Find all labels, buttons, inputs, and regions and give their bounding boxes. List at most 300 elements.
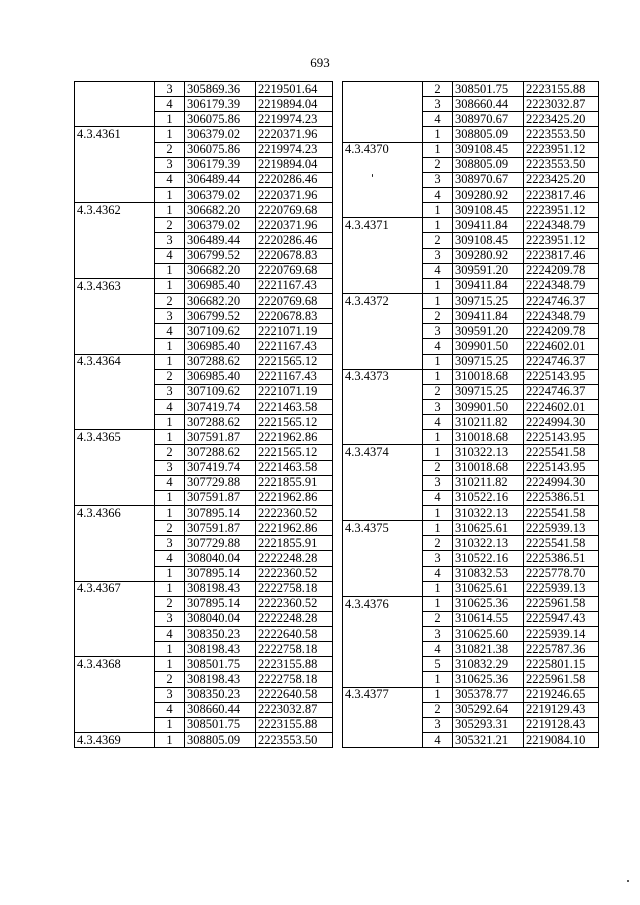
- point-number-cell: 1: [423, 203, 453, 218]
- y-coordinate-cell: 2222360.52: [256, 505, 333, 520]
- scan-speck: [372, 174, 373, 177]
- y-coordinate-cell: 2225939.13: [524, 521, 599, 536]
- parcel-id-cell: [75, 551, 155, 566]
- point-number-cell: 2: [155, 445, 185, 460]
- parcel-id-cell: [343, 324, 423, 339]
- point-number-cell: 1: [155, 339, 185, 354]
- parcel-id-cell: [75, 687, 155, 702]
- y-coordinate-cell: 2224746.37: [524, 293, 599, 308]
- point-number-cell: 3: [423, 248, 453, 263]
- parcel-id-cell: [343, 97, 423, 112]
- table-row: [75, 172, 333, 187]
- x-coordinate-cell: 308040.04: [185, 611, 256, 626]
- parcel-id-cell: [75, 717, 155, 732]
- table-row: [343, 581, 599, 596]
- table-row: [75, 293, 333, 308]
- x-coordinate-cell: 306075.86: [185, 142, 256, 157]
- point-number-cell: 4: [423, 263, 453, 278]
- parcel-id-cell: [75, 142, 155, 157]
- x-coordinate-cell: 305293.31: [453, 717, 524, 732]
- x-coordinate-cell: 310832.53: [453, 566, 524, 581]
- table-row: [75, 505, 333, 520]
- parcel-id-cell: 4.3.4368: [75, 657, 155, 672]
- parcel-id-cell: 4.3.4375: [343, 521, 423, 536]
- x-coordinate-cell: 307419.74: [185, 460, 256, 475]
- point-number-cell: 2: [155, 596, 185, 611]
- parcel-id-cell: [75, 642, 155, 657]
- point-number-cell: 1: [423, 505, 453, 520]
- point-number-cell: 4: [423, 642, 453, 657]
- point-number-cell: 3: [423, 627, 453, 642]
- point-number-cell: 3: [155, 309, 185, 324]
- parcel-id-cell: [75, 460, 155, 475]
- table-row: [75, 127, 333, 142]
- parcel-id-cell: 4.3.4374: [343, 445, 423, 460]
- table-row: [75, 203, 333, 218]
- table-row: [75, 142, 333, 157]
- point-number-cell: 3: [423, 97, 453, 112]
- parcel-id-cell: [75, 82, 155, 97]
- y-coordinate-cell: 2220371.96: [256, 218, 333, 233]
- y-coordinate-cell: 2225541.58: [524, 505, 599, 520]
- y-coordinate-cell: 2222758.18: [256, 642, 333, 657]
- y-coordinate-cell: 2221565.12: [256, 445, 333, 460]
- x-coordinate-cell: 309715.25: [453, 293, 524, 308]
- y-coordinate-cell: 2225143.95: [524, 369, 599, 384]
- y-coordinate-cell: 2221565.12: [256, 415, 333, 430]
- table-row: [75, 399, 333, 414]
- y-coordinate-cell: 2219501.64: [256, 82, 333, 97]
- table-row: [343, 460, 599, 475]
- table-row: [75, 157, 333, 172]
- y-coordinate-cell: 2221855.91: [256, 475, 333, 490]
- point-number-cell: 1: [155, 127, 185, 142]
- x-coordinate-cell: 310625.36: [453, 672, 524, 687]
- x-coordinate-cell: 308350.23: [185, 627, 256, 642]
- parcel-id-cell: [343, 309, 423, 324]
- x-coordinate-cell: 310625.36: [453, 596, 524, 611]
- x-coordinate-cell: 310211.82: [453, 415, 524, 430]
- x-coordinate-cell: 308970.67: [453, 112, 524, 127]
- y-coordinate-cell: 2219894.04: [256, 97, 333, 112]
- point-number-cell: 3: [155, 157, 185, 172]
- table-row: [343, 672, 599, 687]
- y-coordinate-cell: 2225386.51: [524, 551, 599, 566]
- point-number-cell: 1: [155, 657, 185, 672]
- parcel-id-cell: [343, 430, 423, 445]
- y-coordinate-cell: 2223155.88: [524, 82, 599, 97]
- y-coordinate-cell: 2221167.43: [256, 339, 333, 354]
- point-number-cell: 5: [423, 657, 453, 672]
- y-coordinate-cell: 2220769.68: [256, 293, 333, 308]
- x-coordinate-cell: 306489.44: [185, 233, 256, 248]
- point-number-cell: 3: [155, 536, 185, 551]
- x-coordinate-cell: 310522.16: [453, 490, 524, 505]
- x-coordinate-cell: 310625.61: [453, 521, 524, 536]
- point-number-cell: 4: [155, 172, 185, 187]
- table-row: [75, 324, 333, 339]
- parcel-id-cell: [343, 263, 423, 278]
- parcel-id-cell: [343, 127, 423, 142]
- y-coordinate-cell: 2225143.95: [524, 430, 599, 445]
- x-coordinate-cell: 307729.88: [185, 475, 256, 490]
- table-row: [343, 521, 599, 536]
- parcel-id-cell: [75, 384, 155, 399]
- y-coordinate-cell: 2224994.30: [524, 415, 599, 430]
- parcel-id-cell: 4.3.4376: [343, 596, 423, 611]
- table-row: [343, 248, 599, 263]
- x-coordinate-cell: 306682.20: [185, 293, 256, 308]
- x-coordinate-cell: 306379.02: [185, 187, 256, 202]
- x-coordinate-cell: 308040.04: [185, 551, 256, 566]
- x-coordinate-cell: 309108.45: [453, 233, 524, 248]
- point-number-cell: 4: [155, 399, 185, 414]
- y-coordinate-cell: 2223425.20: [524, 172, 599, 187]
- table-row: [75, 627, 333, 642]
- y-coordinate-cell: 2225541.58: [524, 536, 599, 551]
- y-coordinate-cell: 2225386.51: [524, 490, 599, 505]
- parcel-id-cell: 4.3.4377: [343, 687, 423, 702]
- x-coordinate-cell: 310322.13: [453, 536, 524, 551]
- point-number-cell: 1: [423, 369, 453, 384]
- x-coordinate-cell: 310625.60: [453, 627, 524, 642]
- y-coordinate-cell: 2224994.30: [524, 475, 599, 490]
- point-number-cell: 2: [155, 672, 185, 687]
- y-coordinate-cell: 2225939.14: [524, 627, 599, 642]
- point-number-cell: 3: [423, 475, 453, 490]
- point-number-cell: 4: [155, 551, 185, 566]
- y-coordinate-cell: 2225787.36: [524, 642, 599, 657]
- y-coordinate-cell: 2223553.50: [524, 157, 599, 172]
- x-coordinate-cell: 308805.09: [453, 127, 524, 142]
- table-row: [343, 97, 599, 112]
- parcel-id-cell: [343, 415, 423, 430]
- table-row: [75, 566, 333, 581]
- point-number-cell: 1: [423, 581, 453, 596]
- x-coordinate-cell: 307895.14: [185, 505, 256, 520]
- x-coordinate-cell: 309591.20: [453, 263, 524, 278]
- y-coordinate-cell: 2225939.13: [524, 581, 599, 596]
- x-coordinate-cell: 308805.09: [453, 157, 524, 172]
- parcel-id-cell: [75, 415, 155, 430]
- x-coordinate-cell: 310625.61: [453, 581, 524, 596]
- table-row: [75, 672, 333, 687]
- y-coordinate-cell: 2222248.28: [256, 611, 333, 626]
- parcel-id-cell: [75, 248, 155, 263]
- table-row: [343, 657, 599, 672]
- point-number-cell: 1: [155, 490, 185, 505]
- parcel-id-cell: [75, 293, 155, 308]
- y-coordinate-cell: 2219129.43: [524, 702, 599, 717]
- x-coordinate-cell: 306379.02: [185, 127, 256, 142]
- y-coordinate-cell: 2220286.46: [256, 172, 333, 187]
- parcel-id-cell: [75, 399, 155, 414]
- point-number-cell: 1: [155, 505, 185, 520]
- parcel-id-cell: [343, 172, 423, 187]
- table-row: [75, 551, 333, 566]
- point-number-cell: 1: [423, 430, 453, 445]
- y-coordinate-cell: 2220371.96: [256, 187, 333, 202]
- table-row: [75, 521, 333, 536]
- table-row: [343, 112, 599, 127]
- y-coordinate-cell: 2220371.96: [256, 127, 333, 142]
- x-coordinate-cell: 309108.45: [453, 203, 524, 218]
- table-row: [75, 278, 333, 293]
- y-coordinate-cell: 2223032.87: [524, 97, 599, 112]
- point-number-cell: 3: [155, 687, 185, 702]
- y-coordinate-cell: 2223553.50: [256, 733, 333, 748]
- x-coordinate-cell: 307288.62: [185, 354, 256, 369]
- x-coordinate-cell: 308501.75: [185, 717, 256, 732]
- table-row: [75, 187, 333, 202]
- y-coordinate-cell: 2224602.01: [524, 339, 599, 354]
- x-coordinate-cell: 310322.13: [453, 505, 524, 520]
- parcel-id-cell: 4.3.4363: [75, 278, 155, 293]
- y-coordinate-cell: 2221962.86: [256, 521, 333, 536]
- x-coordinate-cell: 306985.40: [185, 339, 256, 354]
- x-coordinate-cell: 307591.87: [185, 521, 256, 536]
- y-coordinate-cell: 2223817.46: [524, 248, 599, 263]
- parcel-id-cell: [75, 445, 155, 460]
- y-coordinate-cell: 2222360.52: [256, 566, 333, 581]
- point-number-cell: 4: [155, 627, 185, 642]
- parcel-id-cell: [343, 702, 423, 717]
- parcel-id-cell: [75, 172, 155, 187]
- parcel-id-cell: 4.3.4364: [75, 354, 155, 369]
- table-row: [75, 475, 333, 490]
- parcel-id-cell: 4.3.4372: [343, 293, 423, 308]
- table-row: [343, 536, 599, 551]
- parcel-id-cell: 4.3.4367: [75, 581, 155, 596]
- x-coordinate-cell: 306379.02: [185, 218, 256, 233]
- point-number-cell: 1: [155, 187, 185, 202]
- y-coordinate-cell: 2221071.19: [256, 384, 333, 399]
- point-number-cell: 1: [423, 127, 453, 142]
- point-number-cell: 2: [155, 521, 185, 536]
- table-row: [75, 248, 333, 263]
- table-row: [343, 687, 599, 702]
- point-number-cell: 4: [155, 475, 185, 490]
- point-number-cell: 2: [155, 293, 185, 308]
- x-coordinate-cell: 306799.52: [185, 248, 256, 263]
- x-coordinate-cell: 307288.62: [185, 415, 256, 430]
- table-row: [75, 717, 333, 732]
- table-row: [343, 172, 599, 187]
- table-row: [343, 430, 599, 445]
- point-number-cell: 4: [155, 97, 185, 112]
- y-coordinate-cell: 2223951.12: [524, 142, 599, 157]
- point-number-cell: 1: [423, 142, 453, 157]
- parcel-id-cell: [75, 157, 155, 172]
- x-coordinate-cell: 310018.68: [453, 430, 524, 445]
- parcel-id-cell: [343, 354, 423, 369]
- y-coordinate-cell: 2223817.46: [524, 187, 599, 202]
- x-coordinate-cell: 307419.74: [185, 399, 256, 414]
- x-coordinate-cell: 310821.38: [453, 642, 524, 657]
- parcel-id-cell: [75, 536, 155, 551]
- table-row: [75, 687, 333, 702]
- table-row: [75, 445, 333, 460]
- table-row: [75, 384, 333, 399]
- table-row: [75, 430, 333, 445]
- table-row: [343, 127, 599, 142]
- x-coordinate-cell: 307895.14: [185, 566, 256, 581]
- parcel-id-cell: [343, 233, 423, 248]
- point-number-cell: 4: [423, 490, 453, 505]
- x-coordinate-cell: 306682.20: [185, 203, 256, 218]
- point-number-cell: 4: [155, 702, 185, 717]
- point-number-cell: 3: [155, 611, 185, 626]
- x-coordinate-cell: 309901.50: [453, 339, 524, 354]
- parcel-id-cell: [75, 702, 155, 717]
- point-number-cell: 4: [423, 112, 453, 127]
- point-number-cell: 4: [423, 187, 453, 202]
- table-row: [343, 293, 599, 308]
- x-coordinate-cell: 308198.43: [185, 672, 256, 687]
- x-coordinate-cell: 309715.25: [453, 354, 524, 369]
- table-row: [343, 445, 599, 460]
- point-number-cell: 1: [155, 278, 185, 293]
- parcel-id-cell: [75, 566, 155, 581]
- point-number-cell: 1: [155, 415, 185, 430]
- parcel-id-cell: [343, 339, 423, 354]
- parcel-id-cell: 4.3.4366: [75, 505, 155, 520]
- parcel-id-cell: [343, 733, 423, 748]
- parcel-id-cell: [75, 339, 155, 354]
- y-coordinate-cell: 2224746.37: [524, 384, 599, 399]
- point-number-cell: 4: [155, 324, 185, 339]
- y-coordinate-cell: 2223155.88: [256, 657, 333, 672]
- table-row: [343, 278, 599, 293]
- point-number-cell: 2: [423, 702, 453, 717]
- table-row: [343, 309, 599, 324]
- parcel-id-cell: [343, 157, 423, 172]
- point-number-cell: 3: [155, 82, 185, 97]
- parcel-id-cell: [75, 475, 155, 490]
- point-number-cell: 2: [423, 460, 453, 475]
- y-coordinate-cell: 2221167.43: [256, 278, 333, 293]
- table-row: [75, 490, 333, 505]
- parcel-id-cell: [75, 309, 155, 324]
- y-coordinate-cell: 2223951.12: [524, 203, 599, 218]
- x-coordinate-cell: 308805.09: [185, 733, 256, 748]
- parcel-id-cell: [75, 97, 155, 112]
- y-coordinate-cell: 2220286.46: [256, 233, 333, 248]
- y-coordinate-cell: 2223553.50: [524, 127, 599, 142]
- x-coordinate-cell: 305869.36: [185, 82, 256, 97]
- point-number-cell: 1: [155, 581, 185, 596]
- y-coordinate-cell: 2221463.58: [256, 460, 333, 475]
- table-row: [343, 566, 599, 581]
- point-number-cell: 4: [423, 339, 453, 354]
- point-number-cell: 1: [155, 263, 185, 278]
- parcel-id-cell: [75, 218, 155, 233]
- x-coordinate-cell: 305378.77: [453, 687, 524, 702]
- y-coordinate-cell: 2220769.68: [256, 203, 333, 218]
- x-coordinate-cell: 306799.52: [185, 309, 256, 324]
- y-coordinate-cell: 2220678.83: [256, 309, 333, 324]
- table-row: [343, 263, 599, 278]
- x-coordinate-cell: 309108.45: [453, 142, 524, 157]
- x-coordinate-cell: 306985.40: [185, 278, 256, 293]
- parcel-id-cell: [75, 596, 155, 611]
- parcel-id-cell: [343, 717, 423, 732]
- parcel-id-cell: [75, 627, 155, 642]
- table-row: [343, 354, 599, 369]
- point-number-cell: 1: [423, 354, 453, 369]
- table-row: [75, 354, 333, 369]
- y-coordinate-cell: 2222360.52: [256, 596, 333, 611]
- parcel-id-cell: [343, 490, 423, 505]
- y-coordinate-cell: 2221463.58: [256, 399, 333, 414]
- point-number-cell: 3: [423, 324, 453, 339]
- parcel-id-cell: [75, 611, 155, 626]
- point-number-cell: 1: [423, 596, 453, 611]
- parcel-id-cell: 4.3.4369: [75, 733, 155, 748]
- point-number-cell: 1: [423, 687, 453, 702]
- table-row: [343, 596, 599, 611]
- point-number-cell: 1: [423, 278, 453, 293]
- parcel-id-cell: [75, 324, 155, 339]
- point-number-cell: 3: [155, 233, 185, 248]
- x-coordinate-cell: 306985.40: [185, 369, 256, 384]
- y-coordinate-cell: 2219974.23: [256, 112, 333, 127]
- table-row: [343, 233, 599, 248]
- x-coordinate-cell: 307288.62: [185, 445, 256, 460]
- point-number-cell: 2: [423, 233, 453, 248]
- point-number-cell: 2: [423, 82, 453, 97]
- table-row: [343, 324, 599, 339]
- parcel-id-cell: 4.3.4371: [343, 218, 423, 233]
- y-coordinate-cell: 2225541.58: [524, 445, 599, 460]
- coordinate-table-left: [74, 81, 333, 748]
- point-number-cell: 4: [423, 415, 453, 430]
- y-coordinate-cell: 2221962.86: [256, 490, 333, 505]
- parcel-id-cell: [343, 642, 423, 657]
- table-row: [343, 733, 599, 748]
- y-coordinate-cell: 2221071.19: [256, 324, 333, 339]
- y-coordinate-cell: 2223951.12: [524, 233, 599, 248]
- table-row: [343, 142, 599, 157]
- table-row: [75, 611, 333, 626]
- x-coordinate-cell: 306075.86: [185, 112, 256, 127]
- table-row: [343, 505, 599, 520]
- x-coordinate-cell: 307729.88: [185, 536, 256, 551]
- table-row: [343, 475, 599, 490]
- point-number-cell: 3: [423, 717, 453, 732]
- parcel-id-cell: [343, 399, 423, 414]
- y-coordinate-cell: 2224602.01: [524, 399, 599, 414]
- x-coordinate-cell: 310018.68: [453, 369, 524, 384]
- table-row: [343, 611, 599, 626]
- parcel-id-cell: [343, 657, 423, 672]
- point-number-cell: 3: [423, 172, 453, 187]
- y-coordinate-cell: 2219894.04: [256, 157, 333, 172]
- point-number-cell: 2: [423, 611, 453, 626]
- parcel-id-cell: [343, 203, 423, 218]
- parcel-id-cell: [343, 187, 423, 202]
- y-coordinate-cell: 2222758.18: [256, 672, 333, 687]
- point-number-cell: 1: [155, 733, 185, 748]
- x-coordinate-cell: 309280.92: [453, 248, 524, 263]
- x-coordinate-cell: 307895.14: [185, 596, 256, 611]
- point-number-cell: 2: [423, 157, 453, 172]
- parcel-id-cell: [343, 278, 423, 293]
- point-number-cell: 1: [155, 717, 185, 732]
- y-coordinate-cell: 2222640.58: [256, 627, 333, 642]
- parcel-id-cell: [75, 112, 155, 127]
- x-coordinate-cell: 309411.84: [453, 218, 524, 233]
